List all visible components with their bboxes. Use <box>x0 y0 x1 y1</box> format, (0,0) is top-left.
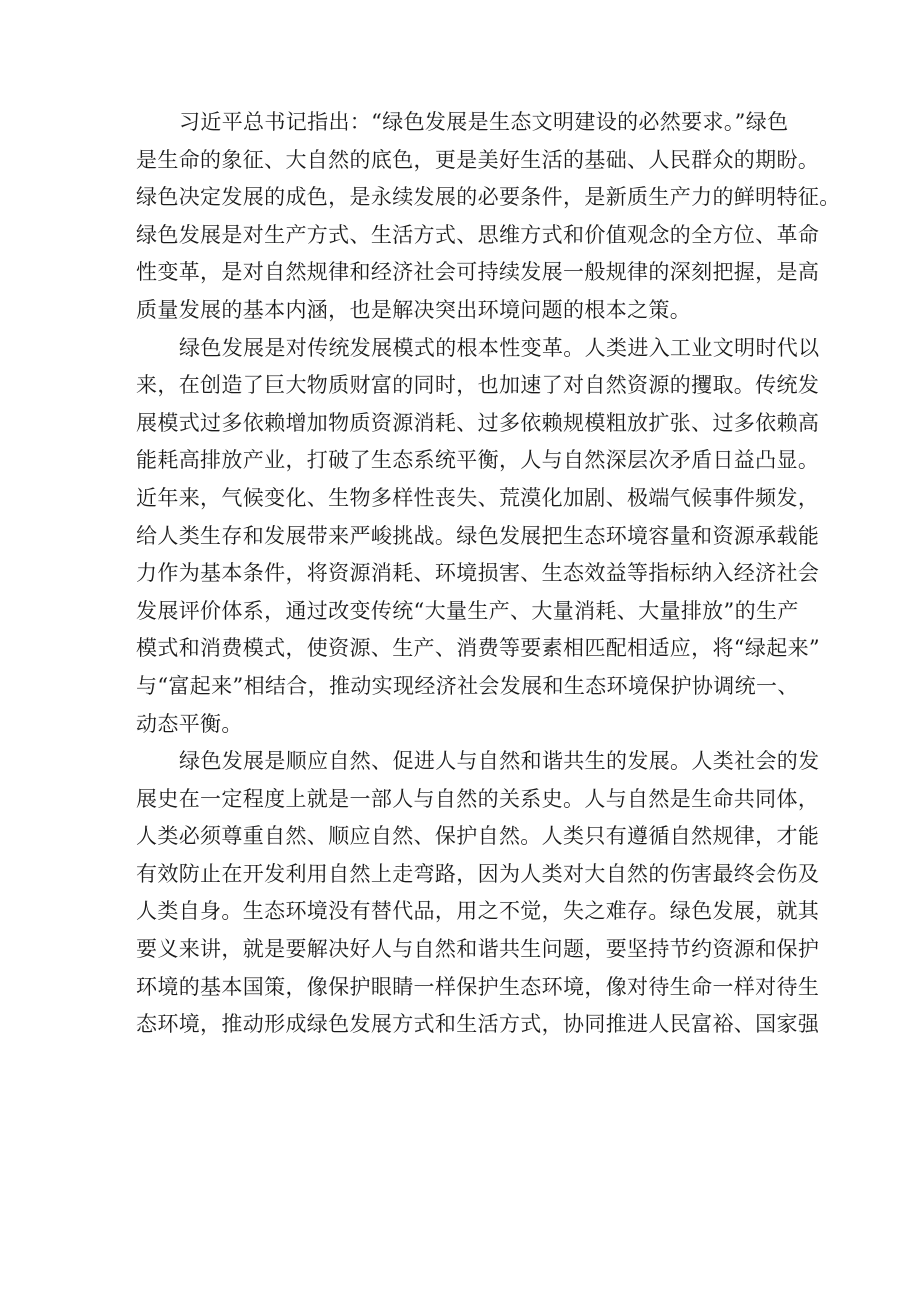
text-line: 人类必须尊重自然、顺应自然、保护自然。人类只有遵循自然规律，才能 <box>136 824 820 849</box>
text-line: 绿色决定发展的成色，是永续发展的必要条件，是新质生产力的鲜明特征。 <box>136 185 841 210</box>
paragraph-2 <box>136 330 821 744</box>
text-line: 绿色发展是顺应自然、促进人与自然和谐共生的发展。人类社会的发 <box>179 749 820 774</box>
text-line: 性变革，是对自然规律和经济社会可持续发展一般规律的深刻把握，是高 <box>136 260 820 285</box>
text-line: 能耗高排放产业，打破了生态系统平衡，人与自然深层次矛盾日益凸显。 <box>136 448 820 473</box>
text-line: 环境的基本国策，像保护眼睛一样保护生态环境，像对待生命一样对待生 <box>136 974 820 999</box>
text-line: 模式和消费模式，使资源、生产、消费等要素相匹配相适应，将“绿起来” <box>136 636 821 661</box>
text-line: 与“富起来”相结合，推动实现经济社会发展和生态环境保护协调统一、 <box>136 673 799 698</box>
text-line: 近年来，气候变化、生物多样性丧失、荒漠化加剧、极端气候事件频发， <box>136 485 820 510</box>
text-line: 展模式过多依赖增加物质资源消耗、过多依赖规模粗放扩张、过多依赖高 <box>136 410 820 435</box>
text-line: 是生命的象征、大自然的底色，更是美好生活的基础、人民群众的期盼。 <box>136 147 820 172</box>
text-line: 态环境，推动形成绿色发展方式和生活方式，协同推进人民富裕、国家强 <box>136 1012 820 1037</box>
text-line: 展史在一定程度上就是一部人与自然的关系史。人与自然是生命共同体， <box>136 786 820 811</box>
text-line: 绿色发展是对传统发展模式的根本性变革。人类进入工业文明时代以 <box>179 335 820 360</box>
text-line: 给人类生存和发展带来严峻挑战。绿色发展把生态环境容量和资源承载能 <box>136 523 820 548</box>
text-line: 质量发展的基本内涵，也是解决突出环境问题的根本之策。 <box>136 297 692 322</box>
article-body <box>136 104 841 1044</box>
text-line: 有效防止在开发利用自然上走弯路，因为人类对大自然的伤害最终会伤及 <box>136 861 820 886</box>
text-line: 发展评价体系，通过改变传统“大量生产、大量消耗、大量排放”的生产 <box>136 598 799 623</box>
text-line: 人类自身。生态环境没有替代品，用之不觉，失之难存。绿色发展，就其 <box>136 899 820 924</box>
paragraph-1 <box>136 104 841 330</box>
text-line: 动态平衡。 <box>136 711 243 736</box>
text-line: 绿色发展是对生产方式、生活方式、思维方式和价值观念的全方位、革命 <box>136 222 820 247</box>
text-line: 要义来讲，就是要解决好人与自然和谐共生问题，要坚持节约资源和保护 <box>136 937 820 962</box>
text-line: 力作为基本条件，将资源消耗、环境损害、生态效益等指标纳入经济社会 <box>136 561 820 586</box>
text-line: 习近平总书记指出：“绿色发展是生态文明建设的必然要求。”绿色 <box>179 110 789 134</box>
paragraph-3 <box>136 743 820 1044</box>
text-line: 来，在创造了巨大物质财富的同时，也加速了对自然资源的攫取。传统发 <box>136 373 820 398</box>
